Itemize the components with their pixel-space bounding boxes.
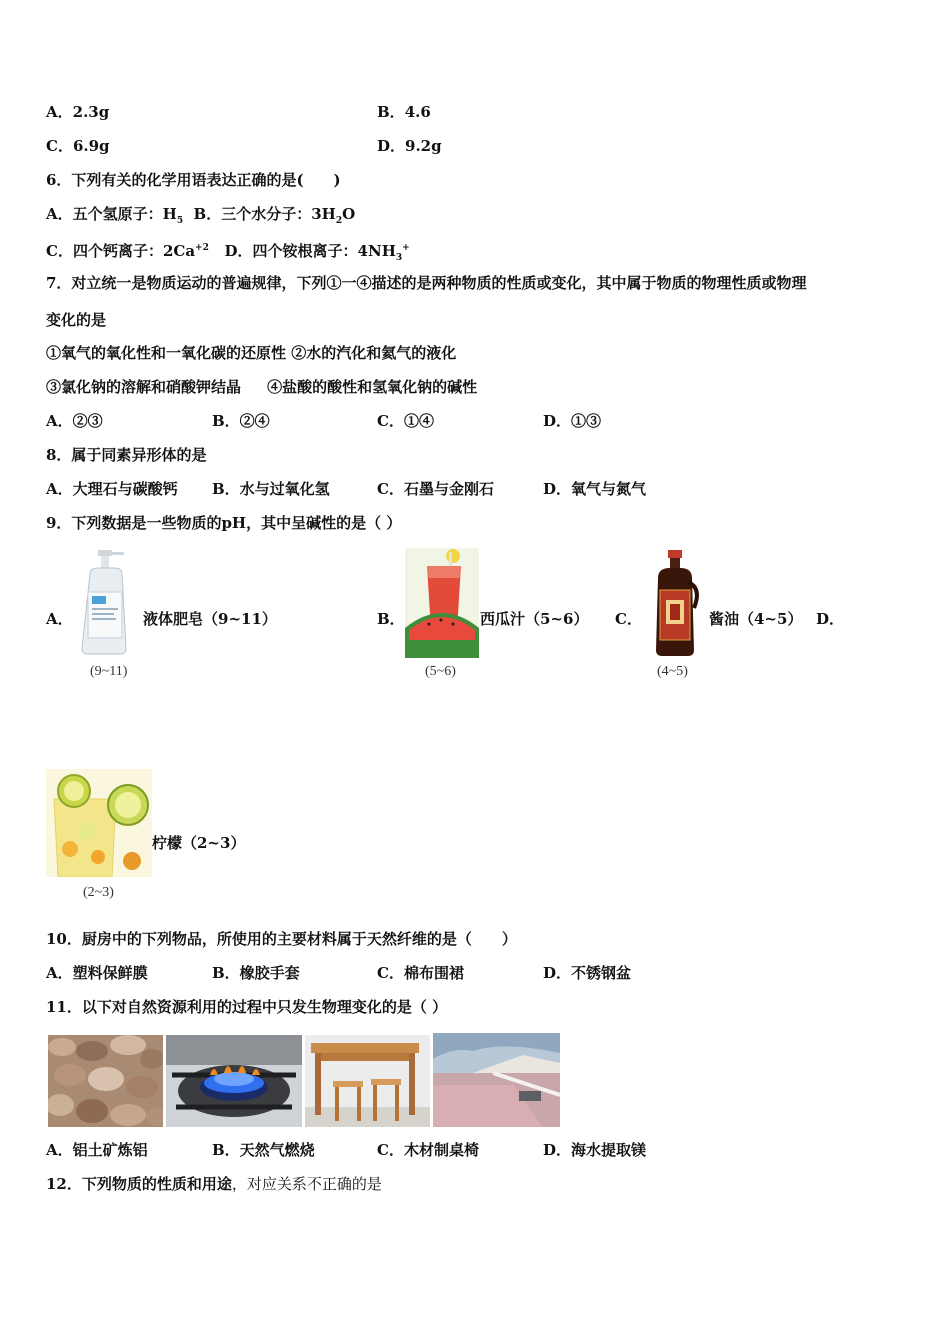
q9-option-c-caption: (4~5) xyxy=(657,664,688,679)
q11-option-b: B．天然气燃烧 xyxy=(212,1141,315,1159)
q10-option-b: B．橡胶手套 xyxy=(212,964,300,982)
q5-option-c: C．6.9g xyxy=(46,137,110,155)
q9-option-a-caption: (9~11) xyxy=(90,664,128,679)
q9-option-b-text: 西瓜汁（5~6） xyxy=(480,610,589,628)
q9-stem: 9．下列数据是一些物质的pH，其中呈碱性的是（ ） xyxy=(46,514,402,532)
gas-stove-flame-image xyxy=(166,1035,302,1127)
q7-items-12: ①氧气的氧化性和一氧化碳的还原性 ②水的汽化和氦气的液化 xyxy=(46,344,457,362)
q7-items-34: ③氯化钠的溶解和硝酸钾结晶 ④盐酸的酸性和氢氧化钠的碱性 xyxy=(46,378,478,396)
bauxite-ore-image xyxy=(48,1035,163,1127)
q9-option-b-label: B． xyxy=(377,610,405,628)
q9-option-c-label: C． xyxy=(615,610,642,628)
q8-option-a: A．大理石与碳酸钙 xyxy=(46,480,178,498)
soy-sauce-bottle-image xyxy=(648,548,704,658)
q9-option-b-caption: (5~6) xyxy=(425,664,456,679)
q6-options-cd: C．四个钙离子：$2Ca^{+2}$ D．四个铵根离子：$4NH_3^+$ xyxy=(46,242,410,263)
q10-option-d: D．不锈钢盆 xyxy=(543,964,632,982)
salt-flats-seawater-image xyxy=(433,1033,560,1127)
q10-option-a: A．塑料保鲜膜 xyxy=(46,964,148,982)
q8-option-d: D．氧气与氮气 xyxy=(543,480,647,498)
q7-stem-line1: 7．对立统一是物质运动的普遍规律，下列①一④描述的是两种物质的性质或变化，其中属于物质的物理性质或物理 xyxy=(46,274,807,292)
q8-stem: 8．属于同素异形体的是 xyxy=(46,446,207,464)
q11-option-d: D．海水提取镁 xyxy=(543,1141,647,1159)
q5-option-b: B．4.6 xyxy=(377,103,431,121)
q7-option-c: C．①④ xyxy=(377,412,434,430)
q8-option-b: B．水与过氧化氢 xyxy=(212,480,330,498)
lemon-drink-image xyxy=(46,769,152,877)
soap-bottle-image xyxy=(76,548,138,658)
q8-option-c: C．石墨与金刚石 xyxy=(377,480,494,498)
q11-option-c: C．木材制桌椅 xyxy=(377,1141,479,1159)
q7-option-a: A．②③ xyxy=(46,412,103,430)
q9-option-a-label: A． xyxy=(46,610,73,628)
q11-option-a: A．铝土矿炼铝 xyxy=(46,1141,148,1159)
q9-option-d-caption: (2~3) xyxy=(83,885,114,900)
q7-stem-line2: 变化的是 xyxy=(46,311,107,329)
q9-option-c-text: 酱油（4~5） xyxy=(709,610,803,628)
watermelon-juice-image xyxy=(405,548,479,658)
q7-option-b: B．②④ xyxy=(212,412,270,430)
q5-option-d: D．9.2g xyxy=(377,137,442,155)
q9-option-d-label: D． xyxy=(816,610,845,628)
q6-options-ab: A．五个氢原子：$H_5$ B．三个水分子：$3H_2O$ xyxy=(46,205,356,226)
q11-stem: 11．以下对自然资源利用的过程中只发生物理变化的是（ ） xyxy=(46,998,448,1016)
q12-stem: 12．下列物质的性质和用途，对应关系不正确的是 xyxy=(46,1175,382,1193)
q9-option-d-text: 柠檬（2~3） xyxy=(152,834,246,852)
wooden-desk-chairs-image xyxy=(305,1035,430,1127)
q10-option-c: C．棉布围裙 xyxy=(377,964,464,982)
q5-option-a: A．2.3g xyxy=(46,103,110,121)
q7-option-d: D．①③ xyxy=(543,412,602,430)
q10-stem: 10．厨房中的下列物品，所使用的主要材料属于天然纤维的是（ ） xyxy=(46,930,517,948)
q6-stem: 6．下列有关的化学用语表达正确的是( ) xyxy=(46,171,341,189)
q9-option-a-text: 液体肥皂（9~11） xyxy=(143,610,277,628)
